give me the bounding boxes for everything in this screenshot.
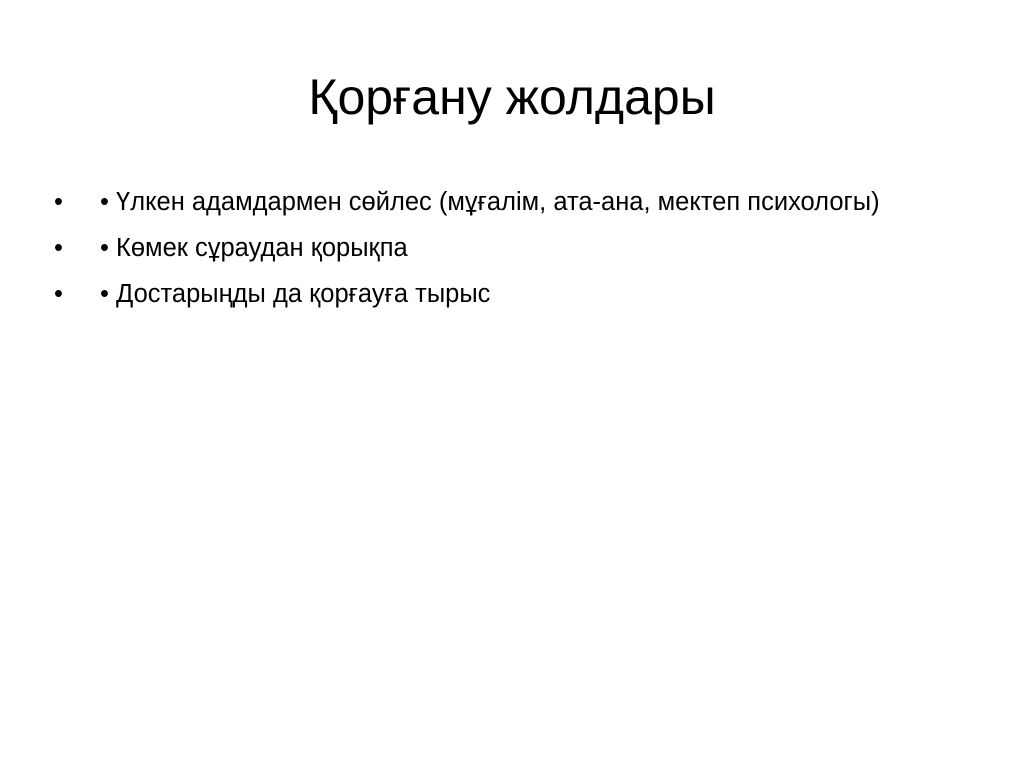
bullet-icon: •: [54, 280, 63, 308]
bullet-text: • Үлкен адамдармен сөйлес (мұғалім, ата-ана, мектеп психологы): [100, 188, 880, 216]
bullet-text: • Көмек сұраудан қорықпа: [100, 234, 408, 262]
list-item: [54, 276, 914, 313]
bullet-text: • Достарыңды да қорғауға тырыс: [100, 280, 491, 308]
bullet-icon: •: [54, 188, 63, 216]
list-item: [54, 184, 914, 221]
list-item: [54, 230, 914, 267]
slide-title: Қорғану жолдары: [308, 69, 716, 125]
bullet-icon: •: [54, 234, 63, 262]
bullet-list: [54, 184, 914, 322]
